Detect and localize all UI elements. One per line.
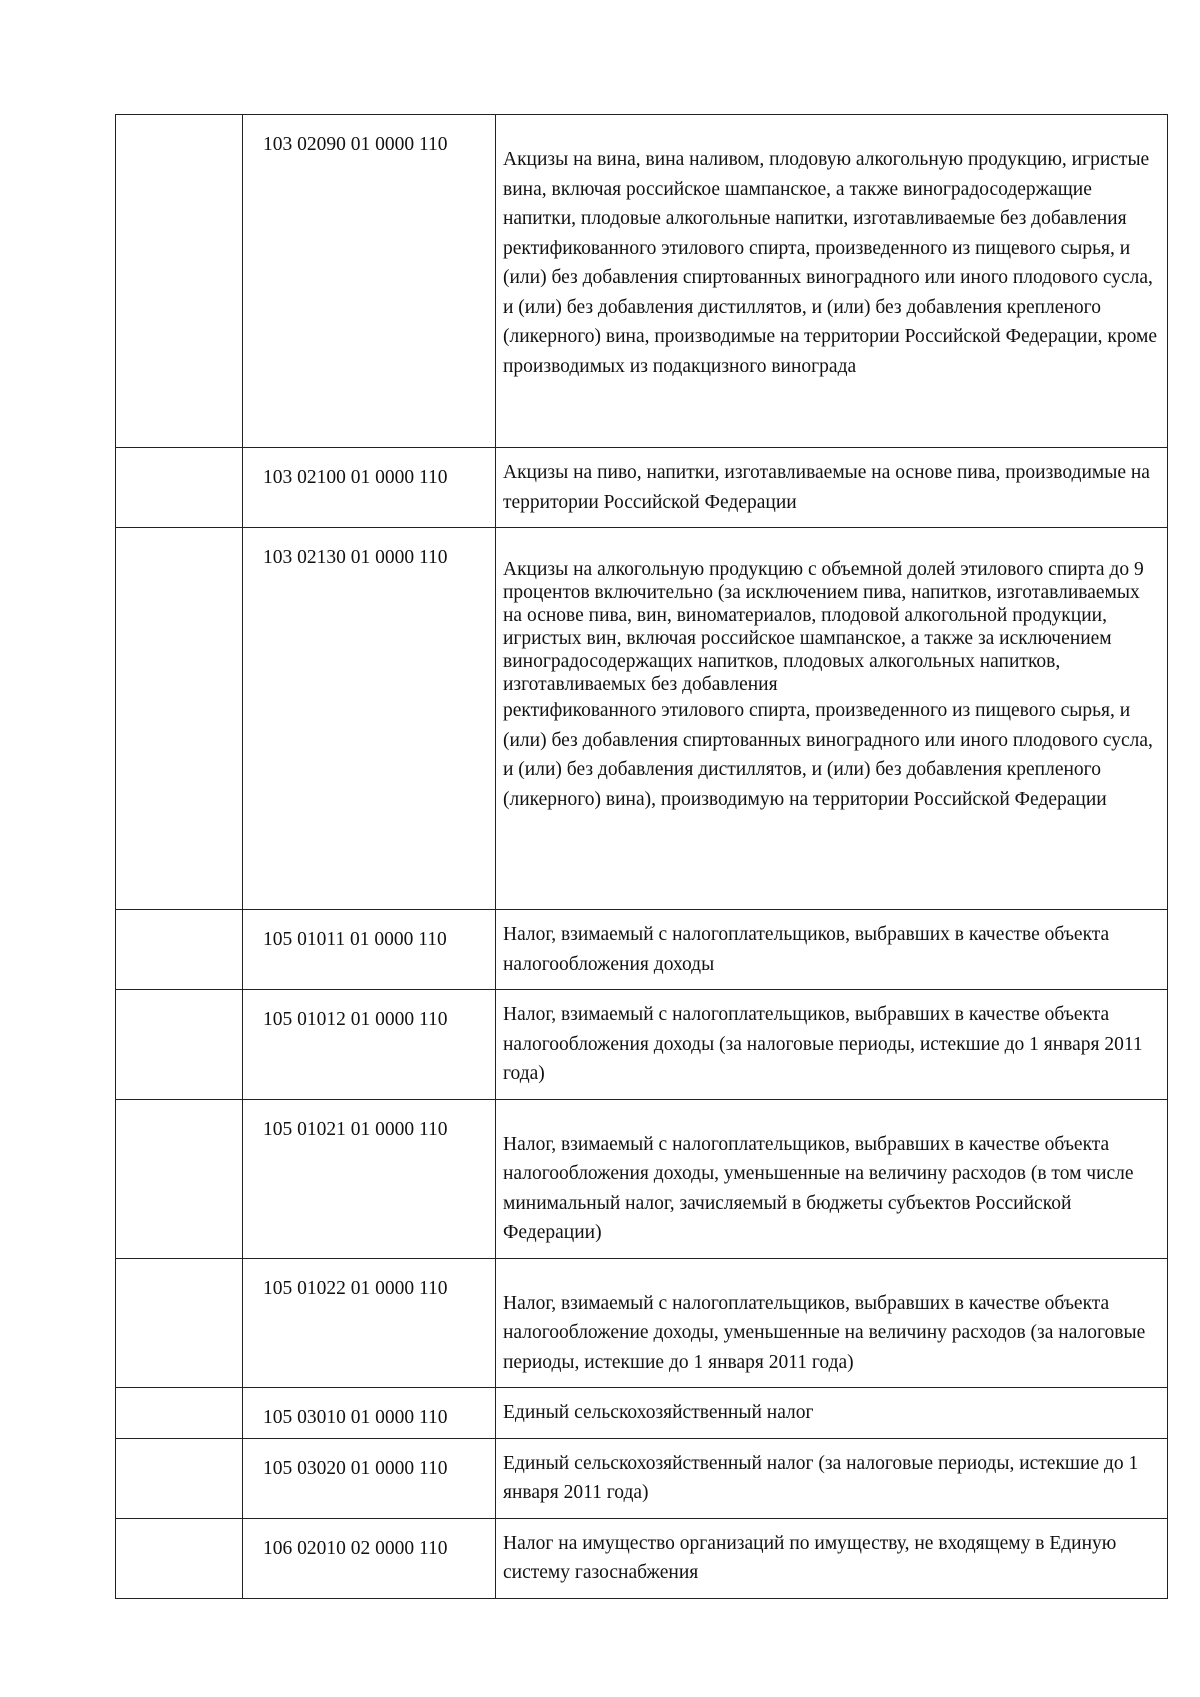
empty-cell (116, 1518, 243, 1598)
budget-code: 105 01012 01 0000 110 (263, 1009, 448, 1030)
tax-description: Налог, взимаемый с налогоплательщиков, выбравших в качестве объекта налогообложения доходы (за налоговые периоды, истекшие до 1 января 2011 года) (503, 1004, 1143, 1084)
table-row (116, 1518, 1168, 1598)
budget-code: 103 02100 01 0000 110 (263, 467, 448, 488)
code-cell (243, 1388, 496, 1439)
empty-cell (116, 1258, 243, 1388)
code-cell (243, 1258, 496, 1388)
budget-code: 105 03020 01 0000 110 (263, 1457, 448, 1479)
table-row (116, 528, 1168, 910)
description-cell (496, 1388, 1168, 1439)
empty-cell (116, 1099, 243, 1258)
budget-code: 106 02010 02 0000 110 (263, 1537, 448, 1559)
tax-description: Единый сельскохозяйственный налог (503, 1402, 814, 1423)
budget-code: 103 02090 01 0000 110 (263, 134, 448, 155)
budget-code: 105 01011 01 0000 110 (263, 929, 447, 950)
table-row (116, 448, 1168, 528)
table-row (116, 115, 1168, 448)
tax-description: Налог на имущество организаций по имуществу, не входящему в Единую систему газоснабжения (503, 1532, 1117, 1583)
table-row (116, 1099, 1168, 1258)
table-row (116, 1258, 1168, 1388)
code-cell (243, 448, 496, 528)
code-cell (243, 1438, 496, 1518)
tax-description-part: ректификованного этилового спирта, произведенного из пищевого сырья, и (или) без добавления спиртованных виноградного или иного плодового сусла, и (или) без добавления дистиллятов, и (или) без добавления крепленого (ликерного) вина), производимую на территории Российской Федерации (503, 700, 1153, 810)
budget-code: 105 01021 01 0000 110 (263, 1118, 448, 1140)
table-row (116, 990, 1168, 1100)
empty-cell (116, 990, 243, 1100)
empty-cell (116, 528, 243, 910)
description-cell (496, 115, 1168, 448)
budget-code: 103 02130 01 0000 110 (263, 547, 448, 568)
budget-code: 105 01022 01 0000 110 (263, 1277, 448, 1299)
description-cell (496, 528, 1168, 910)
table-row (116, 1388, 1168, 1439)
empty-cell (116, 448, 243, 528)
code-cell (243, 528, 496, 910)
table-row (116, 1438, 1168, 1518)
code-cell (243, 1518, 496, 1598)
tax-description: Акцизы на пиво, напитки, изготавливаемые на основе пива, производимые на территории Российской Федерации (503, 462, 1150, 513)
description-cell (496, 448, 1168, 528)
code-cell (243, 115, 496, 448)
tax-description: Акцизы на вина, вина наливом, плодовую алкогольную продукцию, игристые вина, включая российское шампанское, а также виноградосодержащие напитки, плодовые алкогольные напитки, изготавливаемые без добавления ректификованного этилового спирта, произведенного из пищевого сырья, и (или) без добавления спиртованных виноградного или иного плодового сусла, и (или) без добавления дистиллятов, и (или) без добавления крепленого (ликерного) вина, производимые на территории Российской Федерации, кроме производимых из подакцизного винограда (503, 149, 1158, 377)
empty-cell (116, 1388, 243, 1439)
description-cell (496, 1099, 1168, 1258)
tax-description-part: Акцизы на алкогольную продукцию с объемной долей этилового спирта до 9 процентов включительно (за исключением пива, напитков, изготавливаемых на основе пива, вин, виноматериалов, плодовой алкогольной продукции, игристых вин, включая российское шампанское, а также за исключением виноградосодержащих напитков, плодовых алкогольных напитков, изготавливаемых без добавления (503, 559, 1144, 695)
tax-description: Налог, взимаемый с налогоплательщиков, выбравших в качестве объекта налогообложения доходы, уменьшенные на величину расходов (в том числе минимальный налог, зачисляемый в бюджеты субъектов Российской Федерации) (503, 1133, 1134, 1243)
description-cell (496, 1518, 1168, 1598)
code-cell (243, 1099, 496, 1258)
empty-cell (116, 910, 243, 990)
description-cell (496, 1438, 1168, 1518)
code-cell (243, 990, 496, 1100)
code-cell (243, 910, 496, 990)
description-cell (496, 910, 1168, 990)
tax-description: Налог, взимаемый с налогоплательщиков, выбравших в качестве объекта налогообложение доходы, уменьшенные на величину расходов (за налоговые периоды, истекшие до 1 января 2011 года) (503, 1292, 1146, 1373)
description-cell (496, 990, 1168, 1100)
description-cell (496, 1258, 1168, 1388)
tax-description: Единый сельскохозяйственный налог (за налоговые периоды, истекшие до 1 января 2011 года) (503, 1452, 1139, 1503)
budget-code: 105 03010 01 0000 110 (263, 1407, 448, 1428)
empty-cell (116, 1438, 243, 1518)
tax-description (496, 528, 1167, 824)
table-row (116, 910, 1168, 990)
empty-cell (116, 115, 243, 448)
budget-codes-table (115, 114, 1168, 1599)
tax-description: Налог, взимаемый с налогоплательщиков, выбравших в качестве объекта налогообложения доходы (503, 924, 1110, 975)
